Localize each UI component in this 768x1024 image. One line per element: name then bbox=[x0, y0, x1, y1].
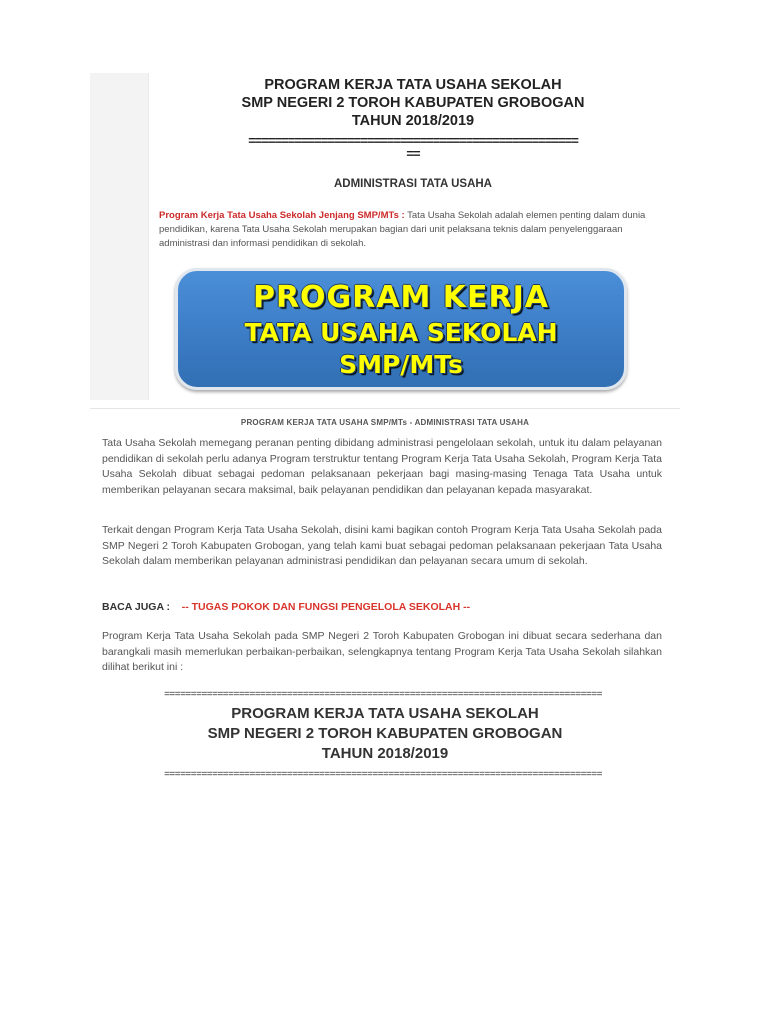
top-screenshot bbox=[90, 73, 677, 400]
paragraph-2: Terkait dengan Program Kerja Tata Usaha Sekolah, disini kami bagikan contoh Program Kerja Tata Usaha Sekolah pada SMP Negeri 2 Toroh Kabupaten Grobogan, yang telah kami buat sebagai pedoman pelaksanaan pekerjaan Tata Usaha Sekolah dalam memberikan pelayanan administrasi pendidikan dan pelayanan secara umum di sekolah. bbox=[102, 524, 662, 567]
bottom-divider-bottom: ================================================================================== bbox=[164, 770, 602, 780]
bottom-screenshot bbox=[90, 408, 680, 781]
bottom-heading-line-3: TAHUN 2018/2019 bbox=[321, 745, 449, 762]
banner-line-3: SMP/MTs bbox=[339, 350, 463, 379]
bottom-heading-line-2: SMP NEGERI 2 TOROH KABUPATEN GROBOGAN bbox=[207, 725, 563, 742]
bottom-heading-line-1: PROGRAM KERJA TATA USAHA SEKOLAH bbox=[231, 705, 539, 722]
top-divider-line-2: == bbox=[406, 147, 420, 160]
baca-juga-link[interactable]: -- TUGAS POKOK DAN FUNGSI PENGELOLA SEKOLAH -- bbox=[181, 601, 471, 613]
banner-line-2: TATA USAHA SEKOLAH bbox=[244, 318, 558, 347]
program-banner bbox=[175, 268, 627, 390]
top-divider-line-1: ================================================== bbox=[248, 134, 578, 147]
top-title-line-1: PROGRAM KERJA TATA USAHA SEKOLAH bbox=[264, 77, 562, 93]
top-title-line-2: SMP NEGERI 2 TOROH KABUPATEN GROBOGAN bbox=[241, 95, 585, 111]
paragraph-3: Program Kerja Tata Usaha Sekolah pada SMP Negeri 2 Toroh Kabupaten Grobogan ini dibuat secara sederhana dan barangkali masih memerlukan perbaikan-perbaikan, selengkapnya tentang Program Kerja Tata Usaha Sekolah silahkan dilihat berikut ini : bbox=[102, 630, 662, 673]
bottom-divider-top: ================================================================================== bbox=[164, 690, 602, 700]
baca-juga-label: BACA JUGA : bbox=[102, 601, 171, 613]
top-page bbox=[148, 73, 677, 400]
baca-juga bbox=[102, 601, 470, 613]
paragraph-1: Tata Usaha Sekolah memegang peranan penting dibidang administrasi pengelolaan sekolah, untuk itu dalam pelayanan pendidikan di sekolah perlu adanya Program terstruktur tentang Program Kerja Tata Usaha Sekolah, Program Kerja Tata Usaha Sekolah dibuat sebagai pedoman pelaksanaan pekerjaan bagi masing-masing Tenaga Tata Usaha untuk memberikan pelayanan secara maksimal, baik pelayanan pendidikan dan pelayanan kepada masyarakat. bbox=[102, 437, 662, 496]
section-title: ADMINISTRASI TATA USAHA bbox=[333, 178, 492, 190]
top-title-block bbox=[149, 73, 677, 160]
top-title-line-3: TAHUN 2018/2019 bbox=[351, 113, 475, 129]
image-caption: PROGRAM KERJA TATA USAHA SMP/MTs - ADMINISTRASI TATA USAHA bbox=[240, 418, 530, 427]
intro-text: Tata Usaha Sekolah adalah elemen penting dalam dunia pendidikan, karena Tata Usaha Sekolah merupakan bagian dari unit pelaksana teknis dalam penyelenggaraan administrasi dan informasi pendidikan di sekolah. bbox=[159, 210, 646, 249]
intro-lead: Program Kerja Tata Usaha Sekolah Jenjang SMP/MTs : bbox=[159, 210, 405, 221]
banner-line-1: PROGRAM KERJA bbox=[252, 280, 550, 315]
intro-paragraph bbox=[159, 209, 667, 251]
